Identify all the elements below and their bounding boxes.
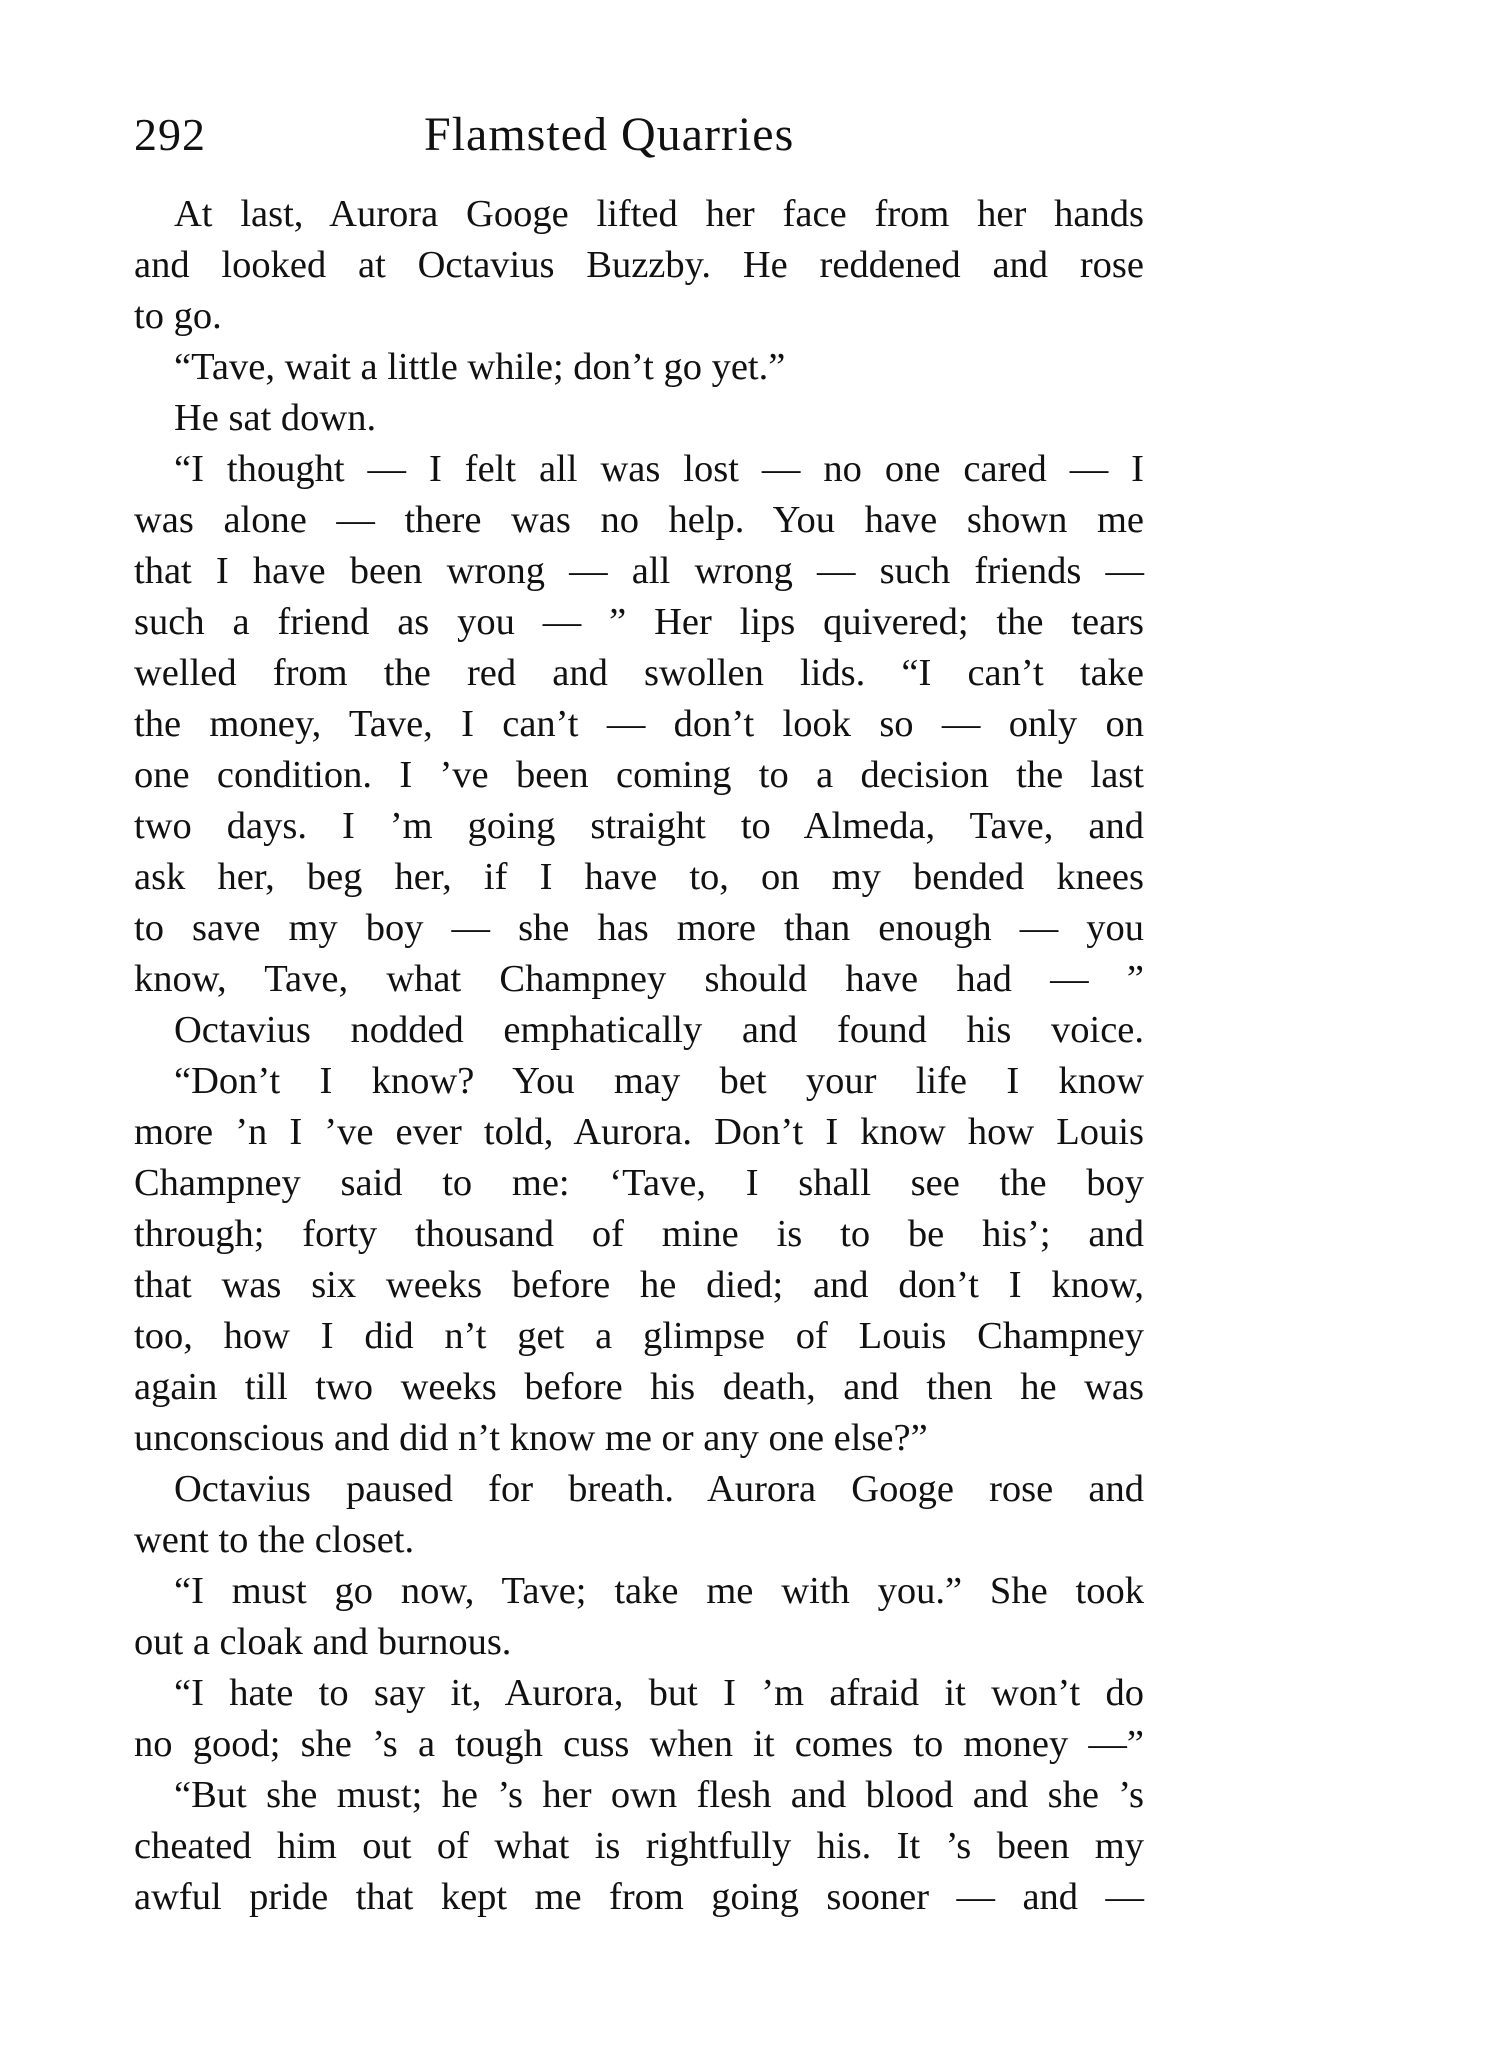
body-text <box>134 189 1144 1923</box>
text-line: two days. I ’m going straight to Almeda, Tave, and <box>134 805 1144 847</box>
text-line: welled from the red and swollen lids. “I can’t take <box>134 652 1144 694</box>
text-line: unconscious and did n’t know me or any one else?” <box>134 1417 928 1459</box>
text-line: “I thought — I felt all was lost — no one cared — I <box>174 448 1144 490</box>
text-line: and looked at Octavius Buzzby. He reddened and rose <box>134 244 1144 286</box>
text-line: out a cloak and burnous. <box>134 1621 512 1663</box>
text-line: know, Tave, what Champney should have had — ” <box>134 958 1144 1000</box>
text-line: At last, Aurora Googe lifted her face from her hands <box>174 193 1144 235</box>
text-line: Champney said to me: ‘Tave, I shall see the boy <box>134 1162 1144 1204</box>
text-line: “Tave, wait a little while; don’t go yet.” <box>174 346 786 388</box>
page-number: 292 <box>134 109 206 160</box>
text-line: again till two weeks before his death, and then he was <box>134 1366 1144 1408</box>
text-line: no good; she ’s a tough cuss when it comes to money —” <box>134 1723 1144 1765</box>
text-line: Octavius nodded emphatically and found his voice. <box>174 1009 1144 1051</box>
text-line: such a friend as you — ” Her lips quivered; the tears <box>134 601 1144 643</box>
text-line: cheated him out of what is rightfully his. It ’s been my <box>134 1825 1144 1867</box>
text-line: He sat down. <box>174 397 377 439</box>
text-line: Octavius paused for breath. Aurora Googe rose and <box>174 1468 1144 1510</box>
text-line: went to the closet. <box>134 1519 415 1561</box>
text-line: was alone — there was no help. You have shown me <box>134 499 1144 541</box>
text-line: “I must go now, Tave; take me with you.” She took <box>174 1570 1144 1612</box>
text-line: “Don’t I know? You may bet your life I know <box>174 1060 1144 1102</box>
text-line: “I hate to say it, Aurora, but I ’m afraid it won’t do <box>174 1672 1144 1714</box>
text-line: to go. <box>134 295 222 337</box>
text-line: to save my boy — she has more than enough — you <box>134 907 1144 949</box>
text-line: that was six weeks before he died; and don’t I know, <box>134 1264 1144 1306</box>
text-line: ask her, beg her, if I have to, on my bended knees <box>134 856 1144 898</box>
text-line: through; forty thousand of mine is to be his’; and <box>134 1213 1144 1255</box>
text-line: awful pride that kept me from going sooner — and — <box>134 1876 1144 1918</box>
text-line: too, how I did n’t get a glimpse of Louis Champney <box>134 1315 1144 1357</box>
text-line: that I have been wrong — all wrong — such friends — <box>134 550 1144 592</box>
text-line: one condition. I ’ve been coming to a decision the last <box>134 754 1144 796</box>
running-title: Flamsted Quarries <box>424 108 795 161</box>
text-line: “But she must; he ’s her own flesh and blood and she ’s <box>174 1774 1144 1816</box>
running-head <box>134 100 1144 170</box>
text-line: the money, Tave, I can’t — don’t look so — only on <box>134 703 1144 745</box>
text-line: more ’n I ’ve ever told, Aurora. Don’t I know how Louis <box>134 1111 1144 1153</box>
